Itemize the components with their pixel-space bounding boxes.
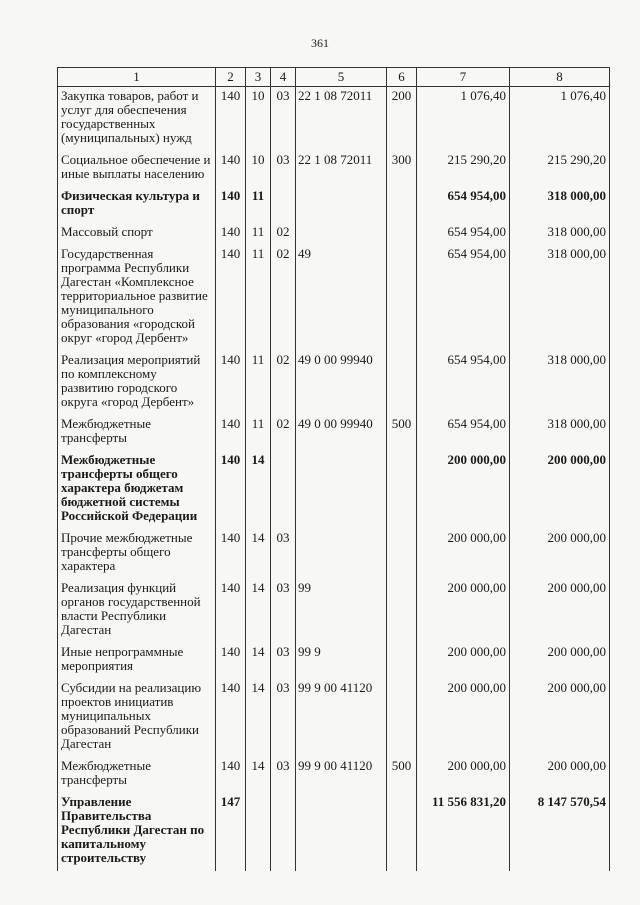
ministry-code-cell: 140 (216, 529, 246, 579)
ministry-code-cell: 140 (216, 351, 246, 415)
subsection-code-cell: 03 (271, 757, 296, 793)
subsection-code-cell: 03 (271, 679, 296, 757)
ministry-code-cell: 140 (216, 451, 246, 529)
section-code-cell: 11 (246, 351, 271, 415)
target-article-cell: 49 (296, 245, 387, 351)
column-header: 3 (246, 68, 271, 87)
expense-type-cell (387, 679, 417, 757)
expense-type-cell (387, 579, 417, 643)
expense-type-cell (387, 451, 417, 529)
page-number: 361 (311, 36, 329, 50)
table-row (58, 415, 610, 451)
table-header-row (58, 68, 610, 87)
subsection-code-cell: 02 (271, 245, 296, 351)
section-code-cell: 11 (246, 415, 271, 451)
expense-type-cell: 300 (387, 151, 417, 187)
subsection-code-cell: 02 (271, 351, 296, 415)
table-row (58, 351, 610, 415)
section-code-cell: 11 (246, 187, 271, 223)
amount-year1-cell: 200 000,00 (417, 679, 510, 757)
target-article-cell (296, 451, 387, 529)
ministry-code-cell: 140 (216, 245, 246, 351)
target-article-cell: 49 0 00 99940 (296, 351, 387, 415)
subsection-code-cell (271, 451, 296, 529)
amount-year2-cell: 200 000,00 (510, 757, 610, 793)
section-code-cell: 14 (246, 529, 271, 579)
amount-year2-cell: 200 000,00 (510, 451, 610, 529)
section-code-cell: 11 (246, 223, 271, 245)
row-name-cell: Прочие межбюджетные трансферты общего характера (58, 529, 216, 579)
amount-year2-cell: 200 000,00 (510, 643, 610, 679)
subsection-code-cell: 02 (271, 223, 296, 245)
target-article-cell (296, 529, 387, 579)
table-row (58, 757, 610, 793)
amount-year2-cell: 8 147 570,54 (510, 793, 610, 871)
target-article-cell: 22 1 08 72011 (296, 87, 387, 152)
amount-year2-cell: 200 000,00 (510, 529, 610, 579)
amount-year1-cell: 1 076,40 (417, 87, 510, 152)
table-row (58, 151, 610, 187)
expense-type-cell (387, 529, 417, 579)
subsection-code-cell (271, 187, 296, 223)
expense-type-cell (387, 245, 417, 351)
row-name-cell: Реализация функций органов государственной власти Республики Дагестан (58, 579, 216, 643)
amount-year1-cell: 654 954,00 (417, 245, 510, 351)
table-row (58, 87, 610, 152)
ministry-code-cell: 140 (216, 187, 246, 223)
target-article-cell: 49 0 00 99940 (296, 415, 387, 451)
target-article-cell: 22 1 08 72011 (296, 151, 387, 187)
table-row (58, 245, 610, 351)
row-name-cell: Массовый спорт (58, 223, 216, 245)
ministry-code-cell: 140 (216, 579, 246, 643)
column-header: 4 (271, 68, 296, 87)
row-name-cell: Государственная программа Республики Дагестан «Комплексное территориальное развитие муниципального образования «городской округ «город Дербент» (58, 245, 216, 351)
budget-table (57, 67, 610, 871)
column-header: 1 (58, 68, 216, 87)
target-article-cell (296, 187, 387, 223)
amount-year1-cell: 200 000,00 (417, 451, 510, 529)
subsection-code-cell (271, 793, 296, 871)
section-code-cell: 14 (246, 643, 271, 679)
amount-year2-cell: 215 290,20 (510, 151, 610, 187)
target-article-cell: 99 (296, 579, 387, 643)
amount-year2-cell: 200 000,00 (510, 679, 610, 757)
column-header: 7 (417, 68, 510, 87)
row-name-cell: Физическая культура и спорт (58, 187, 216, 223)
amount-year1-cell: 200 000,00 (417, 757, 510, 793)
ministry-code-cell: 140 (216, 415, 246, 451)
row-name-cell: Межбюджетные трансферты общего характера бюджетам бюджетной системы Российской Федерации (58, 451, 216, 529)
column-header: 5 (296, 68, 387, 87)
table-row (58, 643, 610, 679)
section-code-cell: 14 (246, 757, 271, 793)
subsection-code-cell: 02 (271, 415, 296, 451)
subsection-code-cell: 03 (271, 579, 296, 643)
table-row (58, 579, 610, 643)
subsection-code-cell: 03 (271, 529, 296, 579)
row-name-cell: Межбюджетные трансферты (58, 415, 216, 451)
amount-year2-cell: 318 000,00 (510, 351, 610, 415)
column-header: 6 (387, 68, 417, 87)
row-name-cell: Реализация мероприятий по комплексному развитию городского округа «город Дербент» (58, 351, 216, 415)
column-header: 2 (216, 68, 246, 87)
section-code-cell: 14 (246, 679, 271, 757)
amount-year1-cell: 200 000,00 (417, 643, 510, 679)
amount-year2-cell: 318 000,00 (510, 415, 610, 451)
amount-year2-cell: 318 000,00 (510, 187, 610, 223)
expense-type-cell: 200 (387, 87, 417, 152)
expense-type-cell (387, 793, 417, 871)
section-code-cell (246, 793, 271, 871)
expense-type-cell (387, 351, 417, 415)
target-article-cell (296, 223, 387, 245)
amount-year1-cell: 654 954,00 (417, 223, 510, 245)
ministry-code-cell: 140 (216, 151, 246, 187)
expense-type-cell (387, 643, 417, 679)
row-name-cell: Межбюджетные трансферты (58, 757, 216, 793)
section-code-cell: 11 (246, 245, 271, 351)
amount-year1-cell: 200 000,00 (417, 529, 510, 579)
table-row (58, 529, 610, 579)
amount-year1-cell: 654 954,00 (417, 187, 510, 223)
section-code-cell: 10 (246, 151, 271, 187)
column-header: 8 (510, 68, 610, 87)
expense-type-cell: 500 (387, 757, 417, 793)
target-article-cell (296, 793, 387, 871)
row-name-cell: Закупка товаров, работ и услуг для обеспечения государственных (муниципальных) нужд (58, 87, 216, 152)
ministry-code-cell: 147 (216, 793, 246, 871)
row-name-cell: Управление Правительства Республики Дагестан по капитальному строительству (58, 793, 216, 871)
target-article-cell: 99 9 (296, 643, 387, 679)
row-name-cell: Иные непрограммные мероприятия (58, 643, 216, 679)
amount-year2-cell: 200 000,00 (510, 579, 610, 643)
table-row (58, 187, 610, 223)
amount-year1-cell: 200 000,00 (417, 579, 510, 643)
subsection-code-cell: 03 (271, 87, 296, 152)
ministry-code-cell: 140 (216, 679, 246, 757)
amount-year2-cell: 1 076,40 (510, 87, 610, 152)
amount-year2-cell: 318 000,00 (510, 223, 610, 245)
ministry-code-cell: 140 (216, 87, 246, 152)
target-article-cell: 99 9 00 41120 (296, 757, 387, 793)
section-code-cell: 14 (246, 579, 271, 643)
amount-year1-cell: 654 954,00 (417, 415, 510, 451)
ministry-code-cell: 140 (216, 223, 246, 245)
subsection-code-cell: 03 (271, 151, 296, 187)
table-row (58, 451, 610, 529)
ministry-code-cell: 140 (216, 643, 246, 679)
section-code-cell: 10 (246, 87, 271, 152)
amount-year1-cell: 654 954,00 (417, 351, 510, 415)
section-code-cell: 14 (246, 451, 271, 529)
ministry-code-cell: 140 (216, 757, 246, 793)
table-row (58, 223, 610, 245)
table-row (58, 679, 610, 757)
row-name-cell: Субсидии на реализацию проектов инициатив муниципальных образований Республики Дагестан (58, 679, 216, 757)
expense-type-cell (387, 223, 417, 245)
amount-year1-cell: 215 290,20 (417, 151, 510, 187)
table-row (58, 793, 610, 871)
row-name-cell: Социальное обеспечение и иные выплаты населению (58, 151, 216, 187)
subsection-code-cell: 03 (271, 643, 296, 679)
expense-type-cell (387, 187, 417, 223)
amount-year2-cell: 318 000,00 (510, 245, 610, 351)
target-article-cell: 99 9 00 41120 (296, 679, 387, 757)
amount-year1-cell: 11 556 831,20 (417, 793, 510, 871)
expense-type-cell: 500 (387, 415, 417, 451)
